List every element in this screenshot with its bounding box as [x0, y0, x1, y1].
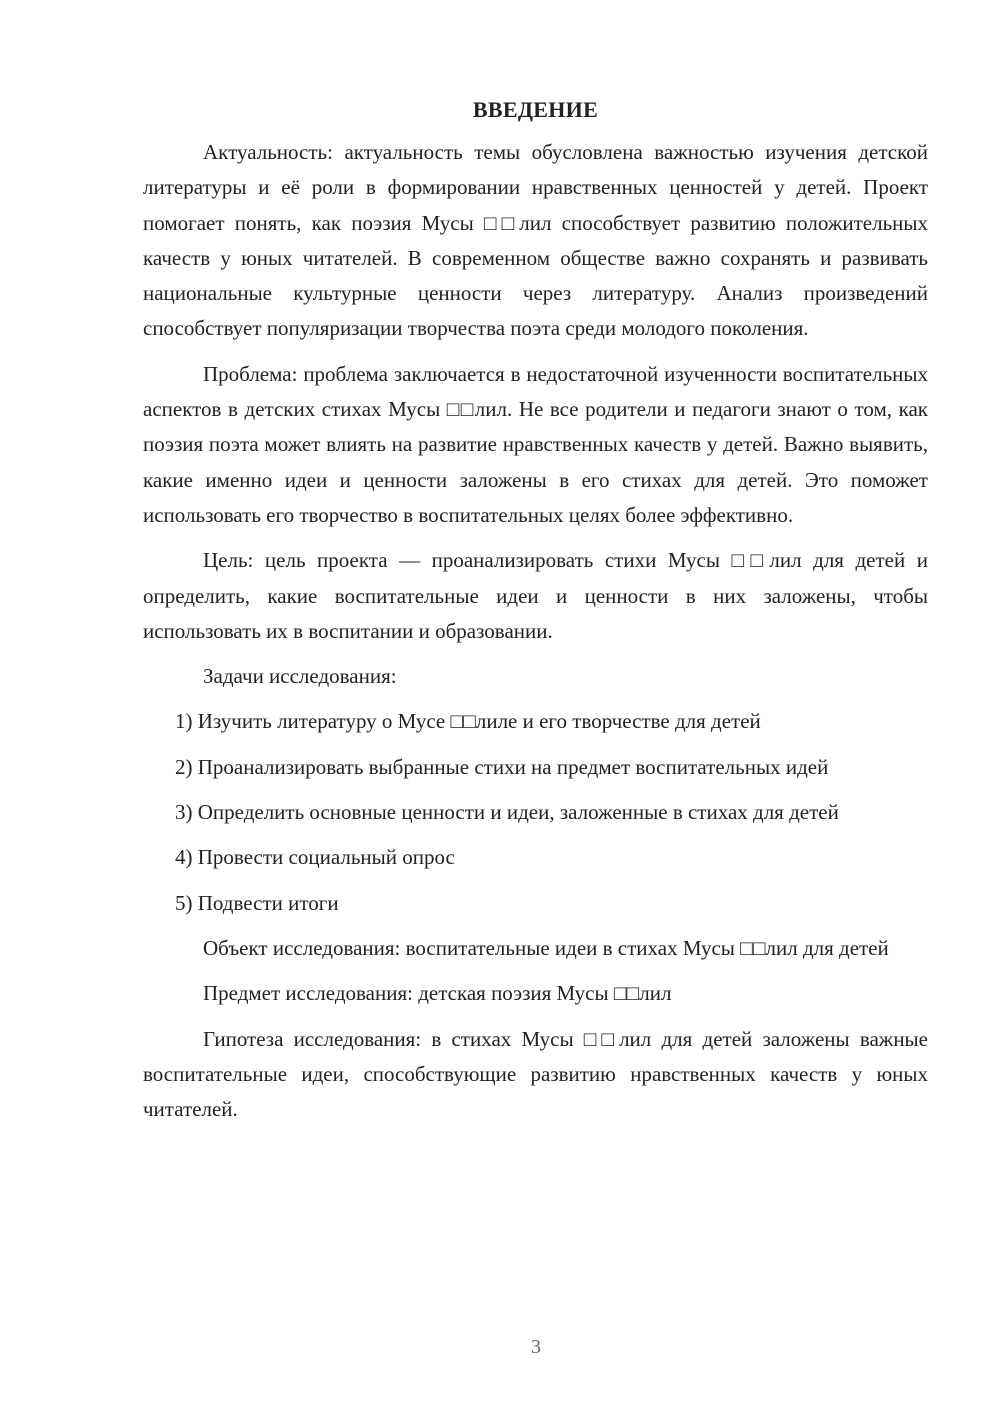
- task-item-1: 1) Изучить литературу о Мусе □□лиле и его творчестве для детей: [175, 709, 761, 734]
- paragraph-problem: Проблема: проблема заключается в недостаточной изученности воспитательных аспектов в детских стихах Мусы □□лил. Не все родители и педагоги знают о том, как поэзия поэта может влиять на развитие нравственных качеств у детей. Важно выявить, какие именно идеи и ценности заложены в его стихах для детей. Это поможет использовать его творчество в воспитательных целях более эффективно.: [143, 361, 928, 527]
- task-item-4: 4) Провести социальный опрос: [175, 845, 455, 870]
- task-item-5: 5) Подвести итоги: [175, 890, 339, 915]
- page-number: 3: [531, 1336, 541, 1358]
- tasks-heading: Задачи исследования:: [203, 664, 397, 689]
- task-item-2: 2) Проанализировать выбранные стихи на предмет воспитательных идей: [175, 754, 829, 779]
- task-item-3: 3) Определить основные ценности и идеи, заложенные в стихах для детей: [175, 800, 839, 825]
- paragraph-subject: Предмет исследования: детская поэзия Мусы □□лил: [203, 981, 672, 1006]
- paragraph-hypothesis: Гипотеза исследования: в стихах Мусы □□лил для детей заложены важные воспитательные идеи, способствующие развитию нравственных качеств у юных читателей.: [143, 1026, 928, 1122]
- paragraph-relevance: Актуальность: актуальность темы обусловлена важностью изучения детской литературы и её роли в формировании нравственных ценностей у детей. Проект помогает понять, как поэзия Мусы □□лил способствует развитию положительных качеств у юных читателей. В современном обществе важно сохранять и развивать национальные культурные ценности через литературу. Анализ произведений способствует популяризации творчества поэта среди молодого поколения.: [143, 140, 928, 341]
- paragraph-object: Объект исследования: воспитательные идеи в стихах Мусы □□лил для детей: [203, 935, 889, 960]
- paragraph-goal: Цель: цель проекта — проанализировать стихи Мусы □□лил для детей и определить, какие воспитательные идеи и ценности в них заложены, чтобы использовать их в воспитании и образовании.: [143, 548, 928, 643]
- section-heading: ВВЕДЕНИЕ: [472, 97, 599, 122]
- document-page: [143, 95, 928, 1137]
